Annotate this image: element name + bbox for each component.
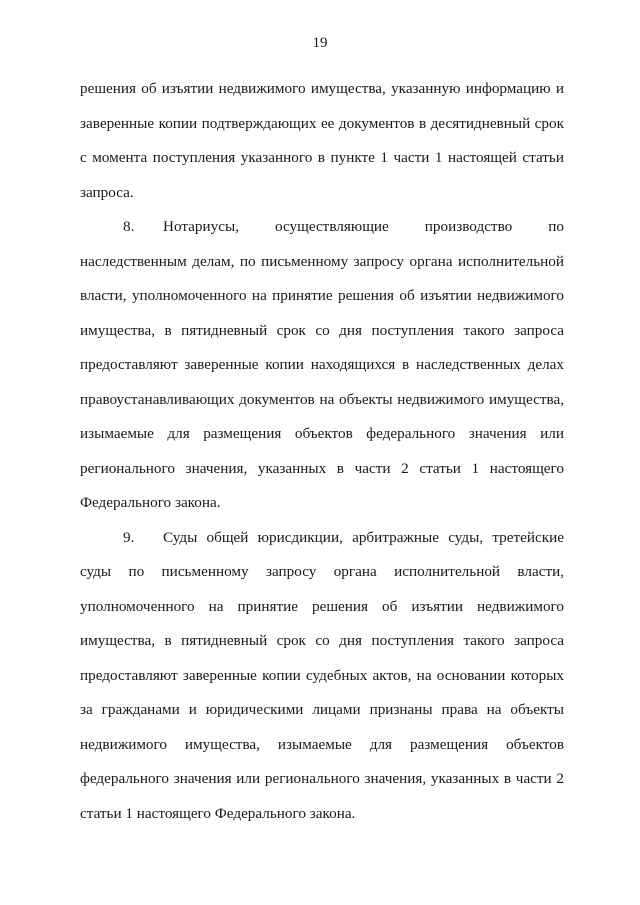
page-number: 19 [312,35,328,51]
paragraph-number: 8. [123,218,135,235]
document-body [80,72,564,831]
paragraph-text: Суды общей юрисдикции, арбитражные суды, третейские суды по письменному запросу органа исполнительной власти, уполномоченного на принятие решения об изъятии недвижимого имущества, в пятидневный срок со дня поступления такого запроса предоставляют заверенные копии судебных актов, на основании которых за гражданами и юридическими лицами признаны права на объекты недвижимого имущества, изымаемые для размещения объектов федерального значения или регионального значения, указанных в части 2 статьи 1 настоящего Федерального закона. [80,528,564,822]
paragraph-item-8 [80,210,564,521]
paragraph-item-9 [80,521,564,832]
paragraph-text: решения об изъятии недвижимого имущества, указанную информацию и заверенные копии подтверждающих ее документов в десятидневный срок с момента поступления указанного в пункте 1 части 1 настоящей статьи запроса. [80,80,564,201]
paragraph-number: 9. [123,528,135,546]
paragraph-text: Нотариусы, осуществляющие производство по наследственным делам, по письменному запросу органа исполнительной власти, уполномоченного на принятие решения об изъятии недвижимого имущества, в пятидневный срок со дня поступления такого запроса предоставляют заверенные копии находящихся в наследственных делах правоустанавливающих документов на объекты недвижимого имущества, изымаемые для размещения объектов федерального значения или регионального значения, указанных в части 2 статьи 1 настоящего Федерального закона. [80,218,564,511]
paragraph-continuation [80,72,564,210]
